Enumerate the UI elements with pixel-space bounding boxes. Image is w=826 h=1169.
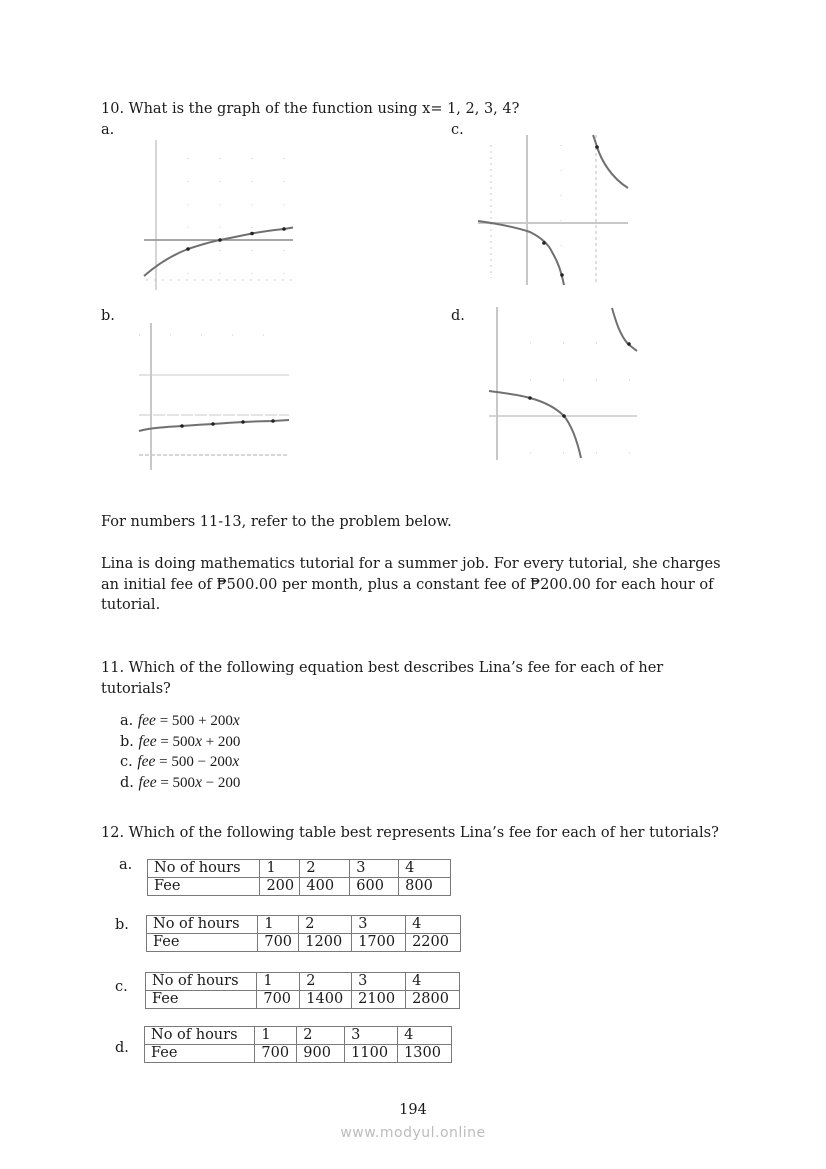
q10-option-a-label: a.: [101, 122, 115, 138]
q12-option-c-label: c.: [115, 979, 128, 995]
table-cell: 600: [350, 878, 399, 896]
table-cell: 1: [260, 860, 300, 878]
table-cell: No of hours: [146, 973, 257, 991]
table-cell: 1400: [300, 991, 352, 1009]
option-tail-var: x: [232, 753, 240, 770]
q11-option-a: [120, 711, 240, 731]
option-label: d.: [120, 774, 134, 791]
table-cell: Fee: [147, 934, 258, 952]
table-cell: No of hours: [147, 916, 258, 934]
problem-statement: [101, 554, 721, 616]
option-tail: − 200: [201, 774, 241, 791]
q12-table-c: [145, 972, 460, 1009]
q12-table-d: [144, 1026, 452, 1063]
table-cell: 1300: [398, 1045, 452, 1063]
graph-d-point: [562, 414, 566, 418]
option-eq: = 500 − 200: [155, 754, 233, 770]
table-cell: 1: [255, 1027, 297, 1045]
watermark: www.modyul.online: [340, 1125, 486, 1141]
table-row-hours: [147, 916, 461, 934]
option-tail-var: x: [195, 732, 202, 750]
table-cell: 4: [399, 860, 451, 878]
problem-line-2: an initial fee of ₱500.00 per month, plus a constant fee of ₱200.00 for each hour of: [101, 576, 714, 593]
option-label: b.: [120, 733, 134, 750]
table-cell: 2200: [406, 934, 461, 952]
table-row-hours: [148, 860, 451, 878]
table-cell: 3: [345, 1027, 398, 1045]
table-cell: 4: [398, 1027, 452, 1045]
table-cell: 2: [300, 860, 350, 878]
table-cell: Fee: [146, 991, 257, 1009]
table-cell: 2100: [352, 991, 406, 1009]
q12-table-a: [147, 859, 451, 896]
option-label: a.: [120, 713, 134, 729]
table-row-fee: [145, 1045, 452, 1063]
option-eq: = 500: [156, 733, 196, 750]
option-tail-var: x: [195, 773, 202, 791]
q11-option-c: [120, 752, 239, 772]
q11-option-d: [120, 773, 240, 793]
table-cell: 2: [300, 973, 352, 991]
q10-question: 10. What is the graph of the function using x= 1, 2, 3, 4?: [101, 101, 520, 117]
option-tail-var: x: [232, 712, 240, 729]
intro-text: For numbers 11-13, refer to the problem below.: [101, 514, 452, 530]
table-cell: 800: [399, 878, 451, 896]
table-cell: 1100: [345, 1045, 398, 1063]
q12-option-d-label: d.: [115, 1040, 129, 1056]
table-cell: 700: [255, 1045, 297, 1063]
table-cell: 2: [299, 916, 352, 934]
table-cell: Fee: [145, 1045, 255, 1063]
table-cell: 3: [350, 860, 399, 878]
q12-option-a-label: a.: [119, 857, 133, 873]
page-number: 194: [399, 1102, 427, 1118]
table-cell: No of hours: [145, 1027, 255, 1045]
table-cell: 4: [406, 916, 461, 934]
table-row-hours: [145, 1027, 452, 1045]
option-var: fee: [138, 773, 157, 791]
table-cell: 700: [257, 991, 300, 1009]
table-cell: No of hours: [148, 860, 260, 878]
q12-question: 12. Which of the following table best represents Lina’s fee for each of her tutorials?: [101, 825, 719, 841]
graph-d-point: [627, 342, 631, 346]
option-tail: + 200: [201, 733, 241, 750]
q11-option-b: [120, 732, 240, 752]
table-row-fee: [147, 934, 461, 952]
q12-option-b-label: b.: [115, 917, 129, 933]
table-cell: Fee: [148, 878, 260, 896]
q10-option-c-label: c.: [451, 122, 464, 138]
table-cell: 900: [297, 1045, 345, 1063]
table-cell: 1200: [299, 934, 352, 952]
table-cell: 2800: [406, 991, 460, 1009]
graph-d-lower-branch: [489, 391, 581, 458]
q11-question: [101, 658, 663, 699]
table-cell: 1700: [352, 934, 406, 952]
graph-d-point: [528, 396, 532, 400]
q10-option-d-label: d.: [451, 308, 465, 324]
q12-table-b: [146, 915, 461, 952]
table-cell: 3: [352, 973, 406, 991]
q11-question-line-2: tutorials?: [101, 680, 171, 697]
option-eq: = 500: [156, 774, 196, 791]
q11-question-line-1: 11. Which of the following equation best describes Lina’s fee for each of her: [101, 660, 664, 676]
table-row-fee: [148, 878, 451, 896]
table-cell: 2: [297, 1027, 345, 1045]
option-label: c.: [120, 754, 133, 770]
table-cell: 1: [257, 973, 300, 991]
problem-line-3: tutorial.: [101, 597, 161, 613]
option-var: fee: [137, 753, 156, 770]
graph-d-upper-branch: [612, 308, 637, 351]
table-row-hours: [146, 973, 460, 991]
table-cell: 1: [258, 916, 299, 934]
table-cell: 400: [300, 878, 350, 896]
option-eq: = 500 + 200: [155, 713, 233, 729]
table-cell: 3: [352, 916, 406, 934]
table-cell: 4: [406, 973, 460, 991]
q10-option-b-label: b.: [101, 308, 115, 324]
table-cell: 700: [258, 934, 299, 952]
option-var: fee: [137, 712, 156, 729]
problem-line-1: Lina is doing mathematics tutorial for a summer job. For every tutorial, she charges: [101, 556, 721, 572]
option-var: fee: [138, 732, 157, 750]
table-cell: 200: [260, 878, 300, 896]
table-row-fee: [146, 991, 460, 1009]
